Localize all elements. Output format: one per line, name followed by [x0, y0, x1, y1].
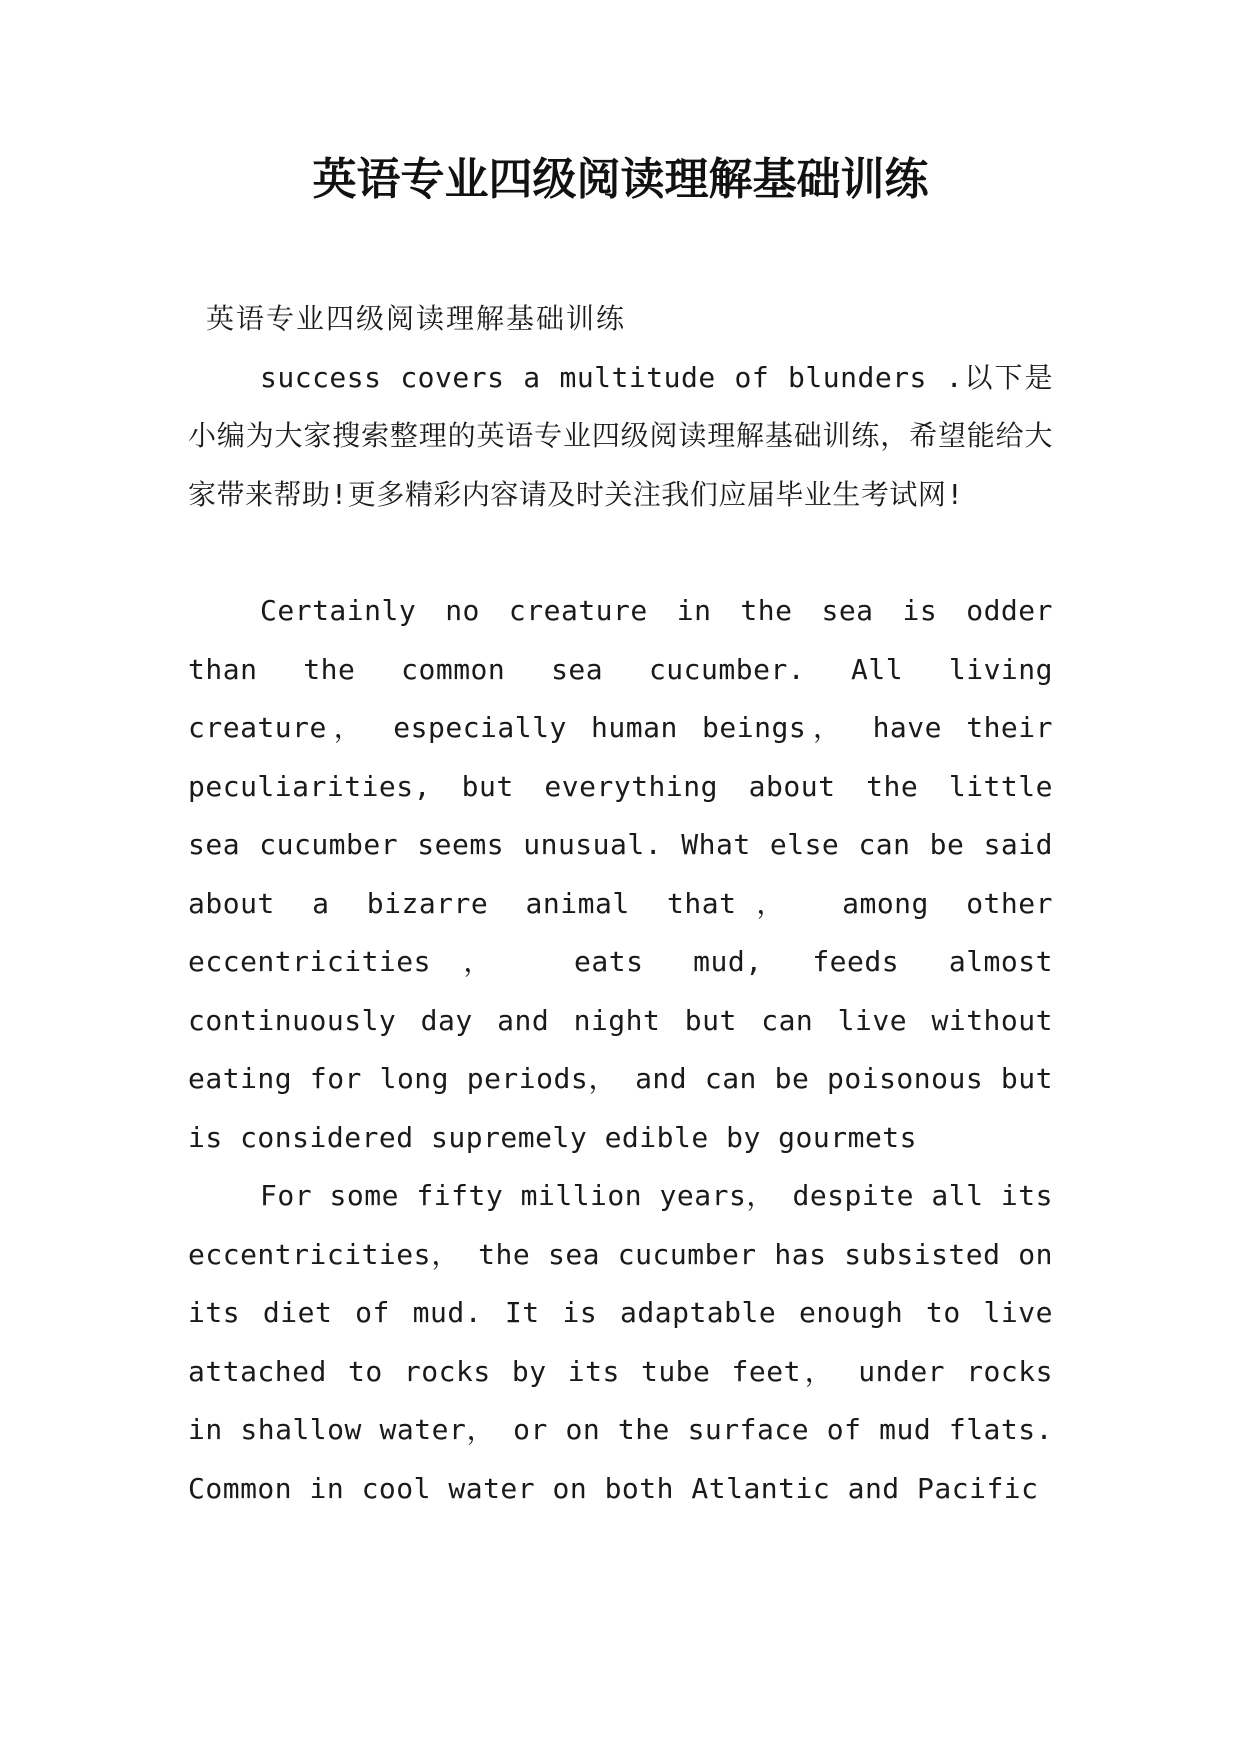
document-title: 英语专业四级阅读理解基础训练	[312, 154, 929, 205]
paragraph-intro: success covers a multitude of blunders .以下是小编为大家搜索整理的英语专业四级阅读理解基础训练，希望能给大家带来帮助!更多精彩内容请及时关注我们应届毕业生考试网!	[188, 360, 1053, 511]
document-subtitle: 英语专业四级阅读理解基础训练	[206, 302, 627, 335]
paragraph-sea-cucumber-2: For some fifty million years， despite all its eccentricities， the sea cucumber has subsisted on its diet of mud. It is adaptable enough to live attached to rocks by its tube feet， under rocks in shallow water， or on the surface of mud flats. Common in cool water on both Atlantic and Pacific	[188, 1179, 1053, 1505]
paragraph-spacer	[188, 524, 1053, 582]
document-body	[188, 290, 1053, 1518]
paragraph-sea-cucumber-1: Certainly no creature in the sea is odder than the common sea cucumber. All living creature， especially human beings， have their peculiarities, but everything about the little sea cucumber seems unusual. What else can be said about a bizarre animal that， among other eccentricities， eats mud, feeds almost continuously day and night but can live without eating for long periods， and can be poisonous but is considered supremely edible by gourmets	[188, 594, 1053, 1154]
